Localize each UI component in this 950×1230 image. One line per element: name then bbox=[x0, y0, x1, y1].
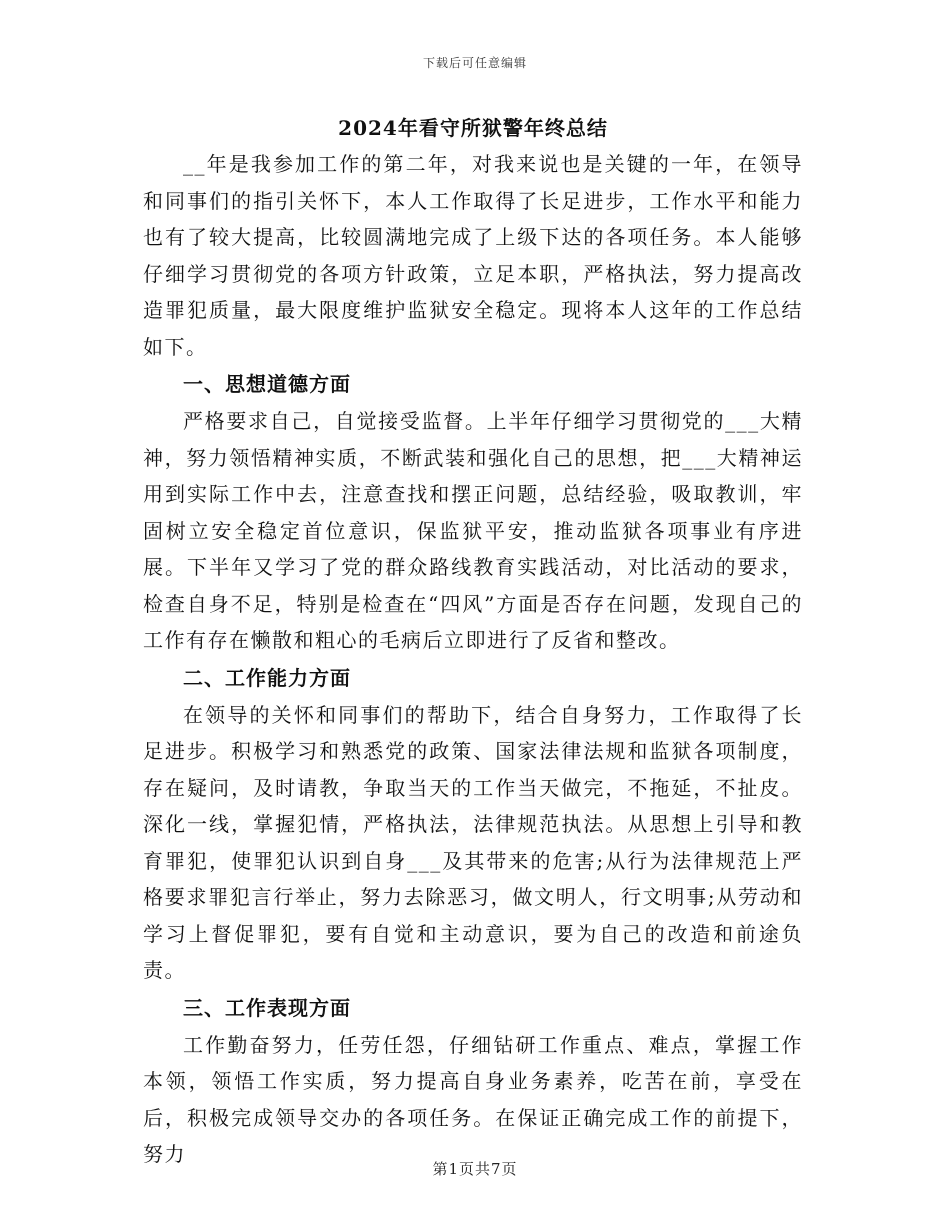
section-heading-2: 二、工作能力方面 bbox=[183, 665, 351, 690]
header-note: 下载后可任意编辑 bbox=[422, 56, 527, 70]
section-body-3: 工作勤奋努力，任劳任怨，仔细钻研工作重点、难点，掌握工作本领，领悟工作实质，努力提高自身业务素养，吃苦在前，享受在后，积极完成领导交办的各项任务。在保证正确完成工作的前提下，努力 bbox=[143, 1032, 803, 1166]
section-heading-3: 三、工作表现方面 bbox=[183, 995, 351, 1020]
page-indicator: 第1页共7页 bbox=[432, 1160, 518, 1178]
section-body-2: 在领导的关怀和同事们的帮助下，结合自身努力，工作取得了长足进步。积极学习和熟悉党的政策、国家法律法规和监狱各项制度，存在疑问，及时请教，争取当天的工作当天做完，不拖延，不扯皮。深化一线，掌握犯情，严格执法，法律规范执法。从思想上引导和教育罪犯，使罪犯认识到自身___及其带来的危害;从行为法律规范上严格要求罪犯言行举止，努力去除恶习，做文明人，行文明事;从劳动和学习上督促罪犯，要有自觉和主动意识，要为自己的改造和前途负责。 bbox=[143, 702, 803, 982]
document-title: 2024年看守所狱警年终总结 bbox=[338, 116, 608, 140]
section-heading-1: 一、思想道德方面 bbox=[183, 372, 351, 396]
document-body bbox=[143, 110, 803, 1173]
section-body-1: 严格要求自己，自觉接受监督。上半年仔细学习贯彻党的___大精神，努力领悟精神实质，不断武装和强化自己的思想，把___大精神运用到实际工作中去，注意查找和摆正问题，总结经验，吸取教训，牢固树立安全稳定首位意识，保监狱平安，推动监狱各项事业有序进展。下半年又学习了党的群众路线教育实践活动，对比活动的要求，检查自身不足，特别是检查在“四风”方面是否存在问题，发现自己的工作有存在懒散和粗心的毛病后立即进行了反省和整改。 bbox=[143, 409, 803, 652]
intro-paragraph: __年是我参加工作的第二年，对我来说也是关键的一年，在领导和同事们的指引关怀下，本人工作取得了长足进步，工作水平和能力也有了较大提高，比较圆满地完成了上级下达的各项任务。本人能够仔细学习贯彻党的各项方针政策，立足本职，严格执法，努力提高改造罪犯质量，最大限度维护监狱安全稳定。现将本人这年的工作总结如下。 bbox=[143, 152, 803, 359]
